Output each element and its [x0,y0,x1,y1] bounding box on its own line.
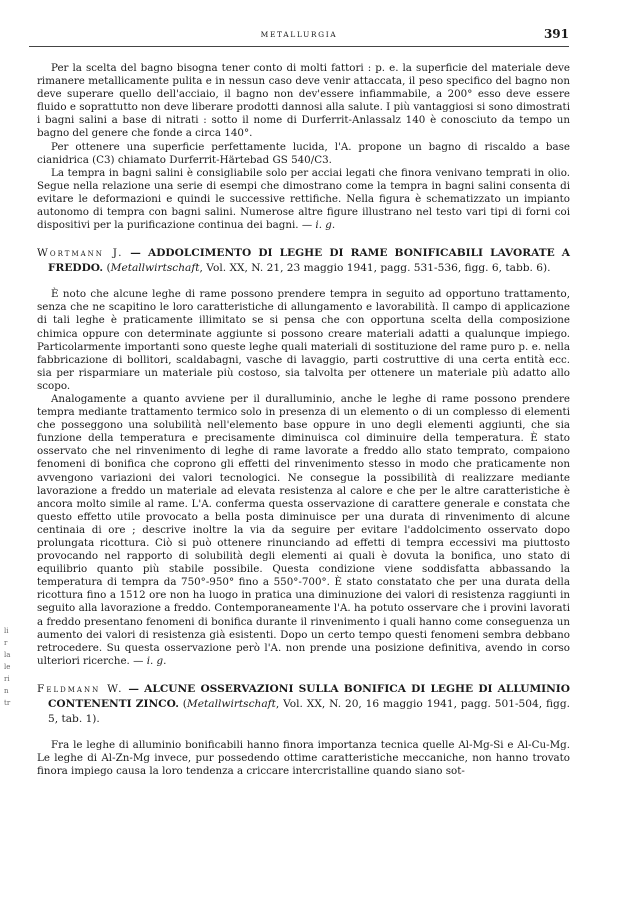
running-title: METALLURGIA [260,30,338,39]
scan-mark: tr [4,699,11,707]
text-column [37,62,570,778]
intro-paragraph: Per la scelta del bagno bisogna tener conto di molti fattori : p. e. la superficie del materiale deve rimanere metallicamente pulita e in nessun caso deve venir attaccata, il peso specifico del bagno non deve superare quello dell'acciaio, il bagno non dev'essere infiammabile, a 200° esso deve essere fluido e soprattutto non deve liberare prodotti dannosi alla salute. I più vantaggiosi si sono dimostrati i bagni salini a base di nitrati : sotto il nome di Durferrit-Anlassalz 140 è conosciuto da tempo un bagno del genere che fonde a circa 140°. [37,62,570,140]
scan-mark: n [4,687,9,695]
article-heading: Feldmann W. — ALCUNE OSSERVAZIONI SULLA BONIFICA DI LEGHE DI ALLUMINIO CONTENENTI ZINCO. (Metallwirtschaft, Vol. XX, N. 20, 16 maggio 1941, pagg. 501-504, figg. 5, tab. 1). [37,682,570,725]
running-header [29,24,569,47]
article-paragraph: Fra le leghe di alluminio bonificabili hanno finora importanza tecnica quelle Al-Mg-Si e Al-Cu-Mg. Le leghe di Al-Zn-Mg invece, pur possedendo ottime caratteristiche meccaniche, non hanno trovato finora impiego causa la loro tendenza a criccare intercristalline quando siano sot- [37,738,570,778]
scan-mark: li [4,627,9,635]
scan-mark: ri [4,675,10,683]
reviewer-initials: i. g. [146,654,167,667]
article-paragraph: È noto che alcune leghe di rame possono prendere tempra in seguito ad opportuno trattamento, senza che ne scapitino le loro caratteristiche di allungamento e lavorabilità. Il campo di applicazione di tali leghe è praticamente illimitato se si pensa che con opportuna scelta della composizione chimica oppure con determinate aggiunte si possono creare materiali adatti a qualunque impiego. Particolarmente importanti sono queste leghe quali materiali di sostituzione del rame puro p. e. nella fabbricazione di bollitori, scaldabagni, vasche di lavaggio, parti costruttive di una certa entità ecc. sia per risparmiare un materiale più costoso, sia talvolta per ottenere un materiale più adatto allo scopo. [37,288,570,392]
article-paragraph-text: Analogamente a quanto avviene per il duralluminio, anche le leghe di rame possono prendere tempra mediante trattamento termico solo in presenza di un elemento o di un complesso di elementi che posseggono una solubilità nell'elemento base oppure in uno degli elementi aggiunti, che sia funzione della temperatura e precisamente diminuisca col diminuire della temperatura. È stato osservato che nel rinvenimento di leghe di rame lavorate a freddo allo stato temprato, compaiono fenomeni di bonifica che coprono gli effetti del rinvenimento stesso in modo che praticamente non avvengono variazioni dei valori tecnologici. Ne consegue la possibilità di realizzare mediante lavorazione a freddo un materiale ad elevata resistenza al calore e che per le altre caratteristiche è ancora molto simile al rame. L'A. conferma questa osservazione di carattere generale e constata che questo effetto utile provocato a bella posta diminuisce per una durata di rinvenimento di alcune centinaia di ore ; descrive inoltre la via da seguire per evitare l'addolcimento osservato dopo prolungata ricottura. Ciò si può ottenere rinunciando ad effetti di tempra eccessivi ma piuttosto provocando nel rapporto di solubilità degli elementi ai quali è dovuta la bonifica, uno stato di equilibrio quanto più stabile possibile. Questa condizione viene soddisfatta abbassando la temperatura di tempra da 750°-950° fino a 550°-700°. È stato constatato che per una durata della ricottura fino a 1512 ore non ha luogo in pratica una diminuzione dei valori di resistenza raggiunti in seguito alla lavorazione a freddo. Contemporaneamente l'A. ha potuto osservare che i provini lavorati a freddo presentano fenomeni di bonifica durante il rinvenimento i quali hanno come conseguenza un aumento dei valori di resistenza già esistenti. Dopo un certo tempo questi fenomeni sembra debbano retrocedere. Su questa osservazione però l'A. non prende una posizione definitiva, avendo in corso ulteriori ricerche. — [37,392,570,667]
article-journal: Metallwirtschaft [186,697,276,710]
article-paragraph [37,393,570,668]
article-journal: Metallwirtschaft [110,262,200,275]
article-title: — ADDOLCIMENTO DI LEGHE DI RAME BONIFICABILI LAVORATE A FREDDO. [48,247,571,275]
scan-mark: le [4,663,11,671]
scan-mark: la [4,651,11,659]
article-author: Feldmann W. [37,682,124,695]
reviewer-initials: i. g. [315,219,336,232]
margin-scan-marks [4,625,26,709]
article-author: Wortmann J. [37,247,124,260]
article-heading: Wortmann J. — ADDOLCIMENTO DI LEGHE DI RAME BONIFICABILI LAVORATE A FREDDO. (Metallwirtschaft, Vol. XX, N. 21, 23 maggio 1941, pagg. 531-536, figg. 6, tabb. 6). [37,247,571,275]
article-title: — ALCUNE OSSERVAZIONI SULLA BONIFICA DI LEGHE DI ALLUMINIO CONTENENTI ZINCO. [48,682,570,710]
article-reference: , Vol. XX, N. 20, 16 maggio 1941, pagg. 501-504, figg. 5, tab. 1). [48,697,570,725]
intro-paragraph [37,167,570,232]
intro-paragraph-text: La tempra in bagni salini è consigliabile solo per acciai legati che finora venivano temprati in olio. Segue nella relazione una serie di esempi che dimostrano come la tempra in bagni salini consenta di evitare le deformazioni e quindi le successive rettifiche. Nella figura è schematizzato un impianto autonomo di tempra con bagni salini. Numerose altre figure illustrano nel testo vari tipi di forni coi dispositivi per la purificazione continua dei bagni. — [37,166,570,232]
scan-mark: r [4,639,8,647]
article-reference: , Vol. XX, N. 21, 23 maggio 1941, pagg. 531-536, figg. 6, tabb. 6). [199,262,551,275]
page-number: 391 [543,27,569,41]
intro-paragraph: Per ottenere una superficie perfettamente lucida, l'A. propone un bagno di riscaldo a base cianidrica (C3) chiamato Durferrit-Härtebad GS 540/C3. [37,140,570,166]
